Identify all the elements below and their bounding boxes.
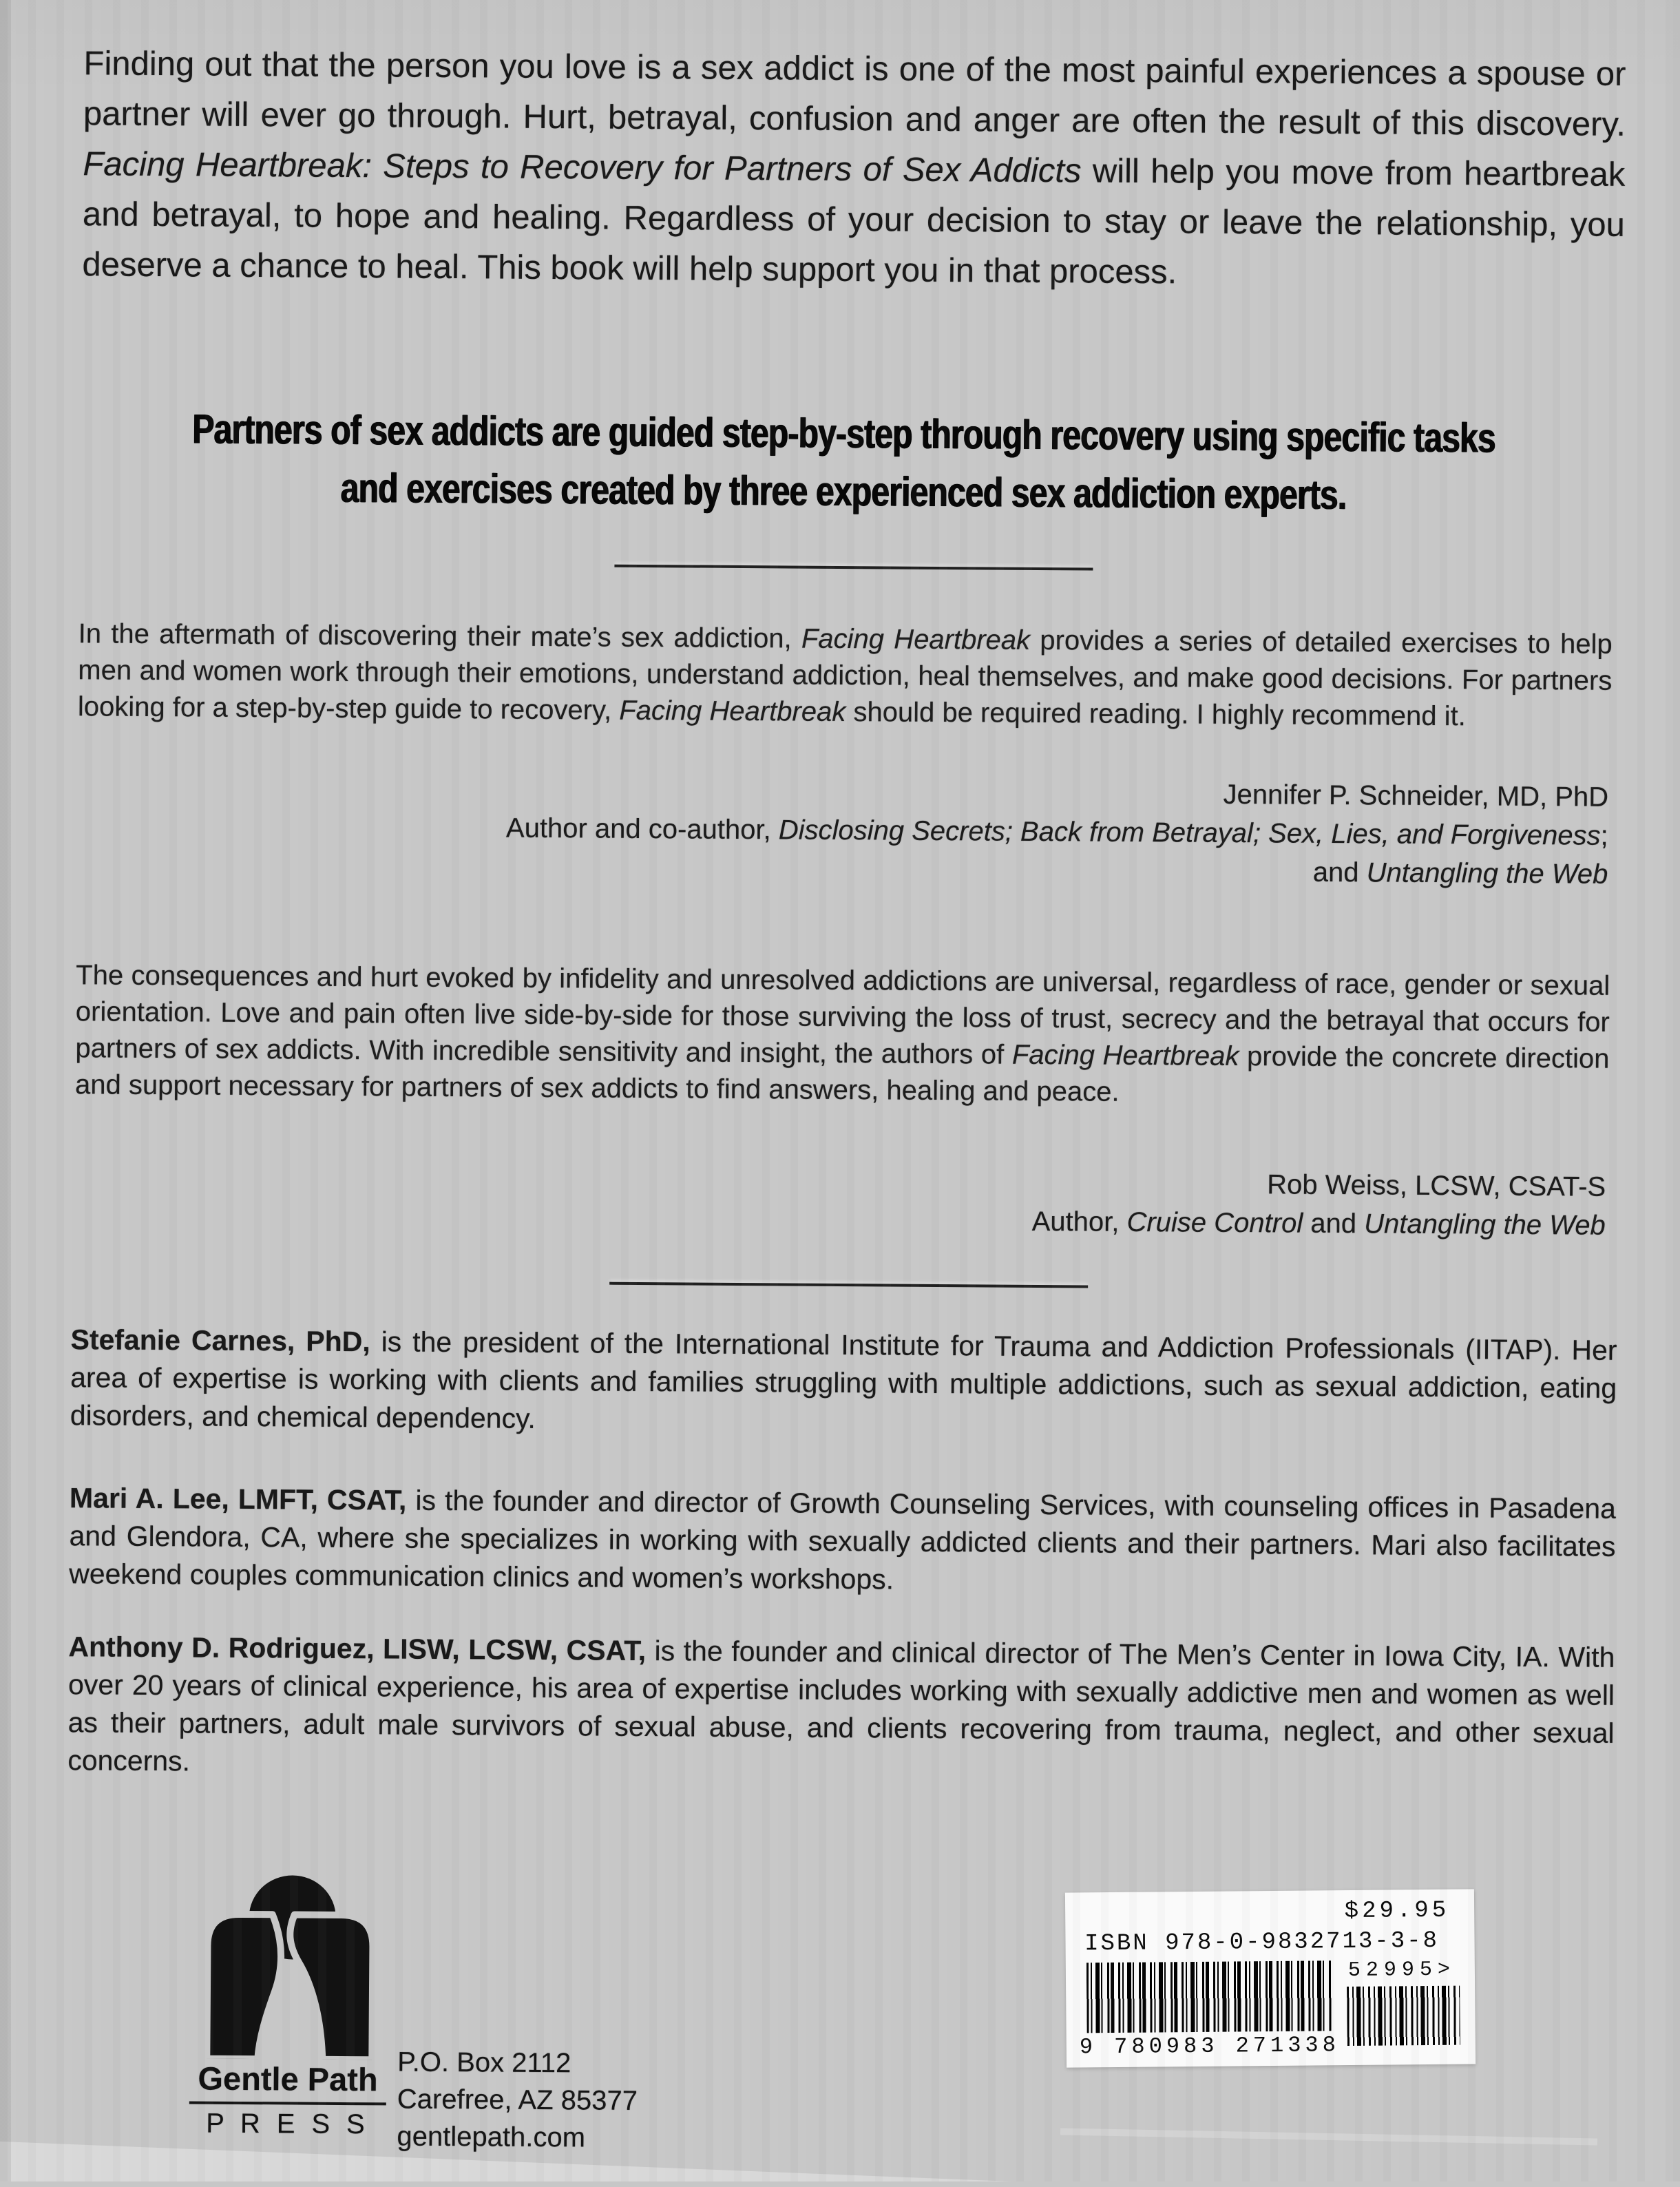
endorser-credit: Author, Cruise Control and Untangling the Web [1031,1206,1606,1241]
scan-edge-right [1673,0,1680,2181]
author-bio-carnes: Stefanie Carnes, PhD, is the president of the International Institute for Trauma and Addiction Professionals (IITAP). Her area of expertise is working with clients and families struggling with multiple addictions, such as sexual addiction, eating disorders, and chemical dependency. [70,1323,1617,1434]
endorsement-weiss-attribution [74,1157,1606,1245]
endorser-name: Jennifer P. Schneider, MD, PhD [1223,779,1609,813]
endorsement-schneider-attribution [76,767,1608,894]
endorsement-schneider-quote: In the aftermath of discovering their mate’s sex addiction, Facing Heartbreak provides a series of detailed exercises to help men and women work through their emotions, understand addiction, heal themselves, and make good decisions. For partners looking for a step-by-step guide to recovery, Facing Heartbreak should be required reading. I highly recommend it. [77,618,1613,732]
tagline-line-2: and exercises created by three experienced sex addiction experts. [340,464,1347,519]
endorser-credit-cont: and Untangling the Web [1312,857,1608,890]
author-bio-lee: Mari A. Lee, LMFT, CSAT, is the founder and director of Growth Counseling Services, with counseling offices in Pasadena and Glendora, CA, where she specializes in working with sexually addicted clients and their partners. Mari also facilitates weekend couples communication clinics and women’s workshops. [69,1482,1617,1595]
isbn-label: ISBN 978-0-9832713-3-8 [1084,1927,1440,1958]
supplement-code: 52995> [1347,1958,1456,1983]
author-name-bold: Anthony D. Rodriguez, LISW, LCSW, CSAT, [68,1631,647,1667]
scan-edge-left [0,0,11,2181]
publisher-press-label: P R E S S [206,2108,370,2140]
book-title-italic: Facing Heartbreak [1011,1039,1239,1072]
divider-bottom [609,1282,1088,1288]
book-title-italic: Facing Heartbreak [801,623,1031,656]
book-title-italic: Facing Heartbreak [619,695,846,728]
endorser-name: Rob Weiss, LCSW, CSAT-S [1267,1169,1606,1202]
publisher-name: Gentle Path [189,2061,386,2105]
barcode-sticker [1065,1889,1476,2067]
tagline-line-1: Partners of sex addicts are guided step-by-step through recovery using specific tasks [192,406,1496,461]
publisher-city: Carefree, AZ 85377 [397,2084,638,2116]
divider-top [614,565,1093,571]
intro-text-end: will help you move from heartbreak and betrayal, to hope and healing. Regardless of your decision to stay or leave the relationship, you deserve a chance to heal. This book will help support you in that process. [82,152,1626,291]
book-title-italic: Facing Heartbreak: Steps to Recovery for Partners of Sex Addicts [83,145,1082,190]
publisher-address [397,2044,638,2157]
supplement-barcode [1347,1986,1460,2046]
author-bio-rodriguez: Anthony D. Rodriguez, LISW, LCSW, CSAT, is the founder and clinical director of The Men’s Center in Iowa City, IA. With over 20 years of clinical experience, his area of expertise includes working with sexually addictive men and women as well as their partners, adult male survivors of sexual abuse, and clients recovering from trauma, neglect, and other sexual concerns. [67,1631,1615,1777]
endorsement-weiss-quote: The consequences and hurt evoked by infidelity and unresolved addictions are universal, regardless of race, gender or sexual orientation. Love and pain often live side-by-side for those surviving the loss of trust, secrecy and the betrayal that occurs for partners of sex addicts. With incredible sensitivity and insight, the authors of Facing Heartbreak provide the concrete direction and support necessary for partners of sex addicts to find answers, healing and peace. [74,960,1610,1107]
publisher-po-box: P.O. Box 2112 [397,2047,571,2079]
intro-paragraph [82,39,1626,301]
author-name-bold: Mari A. Lee, LMFT, CSAT, [69,1482,407,1516]
tagline [3,405,1680,532]
endorser-credit: Author and co-author, Disclosing Secrets; Back from Betrayal; Sex, Lies, and Forgiveness; [505,813,1608,851]
intro-text: Finding out that the person you love is a sex addict is one of the most painful experiences a spouse or partner will ever go through. Hurt, betrayal, confusion and anger are often the result of this discovery. [83,45,1626,143]
publisher-website: gentlepath.com [397,2121,586,2153]
price-label: $29.95 [1344,1897,1450,1925]
ean-digits: 9 780983 271338 [1079,2032,1341,2060]
gentle-path-logo [198,1867,382,2060]
ean-barcode [1086,1960,1332,2033]
author-name-bold: Stefanie Carnes, PhD, [70,1323,370,1358]
logo-right-hill [289,1914,373,2060]
logo-left-hill [207,1914,281,2060]
